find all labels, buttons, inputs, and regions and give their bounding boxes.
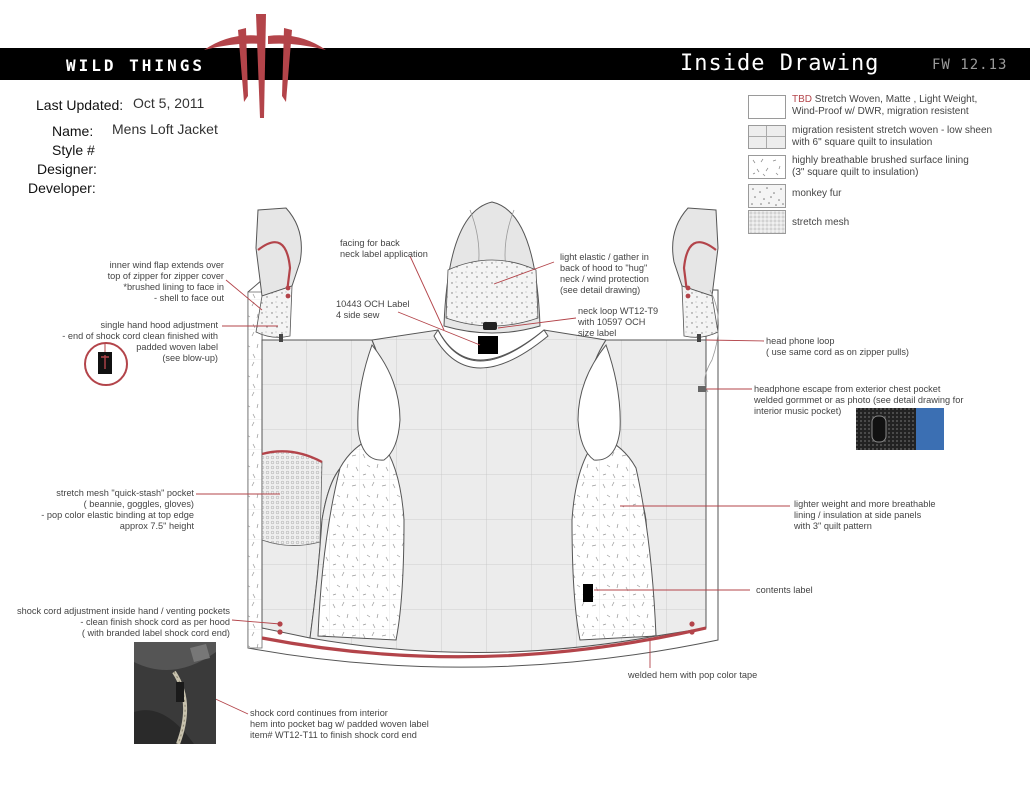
note-cord-continues: shock cord continues from interior hem into pocket bag w/ padded woven label item# WT12-T11 to finish shock cord end: [250, 708, 429, 740]
legend-item-lining: highly breathable brushed surface lining (3" square quilt to insulation): [792, 155, 969, 178]
note-elastic: light elastic / gather in back of hood to "hug" neck / wind protection (see detail drawing): [560, 252, 649, 295]
legend-item-shell: TBD Stretch Woven, Matte , Light Weight, Wind-Proof w/ DWR, migration resistent: [792, 94, 978, 117]
note-wind-flap: inner wind flap extends over top of zipper for zipper cover *brushed lining to face in - shell to face out: [107, 260, 224, 303]
note-side-panels: lighter weight and more breathable lining / insulation at side panels with 3" quilt pattern: [794, 499, 936, 531]
season-code: FW 12.13: [932, 57, 1008, 73]
developer-label: Developer:: [28, 180, 96, 196]
headphone-grommet-photo: [856, 408, 944, 450]
woven-label-blowup: [84, 338, 130, 390]
note-och-label: 10443 OCH Label 4 side sew: [336, 299, 410, 320]
brand-name: WILD THINGS: [66, 56, 205, 75]
style-label: Style #: [52, 142, 95, 158]
note-contents-label: contents label: [756, 585, 813, 595]
last-updated-value: Oct 5, 2011: [133, 95, 205, 111]
name-value: Mens Loft Jacket: [112, 121, 218, 137]
note-welded-hem: welded hem with pop color tape: [628, 670, 758, 680]
page-title: Inside Drawing: [680, 51, 880, 76]
shock-cord-photo: [134, 642, 216, 744]
last-updated-label: Last Updated:: [36, 97, 124, 113]
note-facing: facing for back neck label application: [340, 238, 428, 259]
note-headphone-loop: head phone loop ( use same cord as on zipper pulls): [766, 336, 909, 357]
legend-item-monkey-fur: monkey fur: [792, 188, 842, 199]
note-stash-pocket: stretch mesh "quick-stash" pocket ( beannie, goggles, gloves) - pop color elastic binding at top edge approx 7.5" height: [41, 488, 194, 531]
note-neck-loop: neck loop WT12-T9 with 10597 OCH size label: [578, 306, 659, 338]
legend-item-quilt: migration resistent stretch woven - low sheen with 6" square quilt to insulation: [792, 125, 993, 148]
designer-label: Designer:: [37, 161, 97, 177]
name-label: Name:: [52, 123, 94, 139]
note-hood-adjustment: single hand hood adjustment - end of shock cord clean finished with padded woven label (see blow-up): [62, 320, 218, 363]
note-headphone-escape: headphone escape from exterior chest pocket welded gormmet or as photo (see detail drawing for interior music pocket): [754, 384, 964, 416]
note-shock-cord: shock cord adjustment inside hand / venting pockets - clean finish shock cord as per hood ( with branded label shock cord end): [17, 606, 230, 638]
legend-item-mesh: stretch mesh: [792, 217, 850, 228]
